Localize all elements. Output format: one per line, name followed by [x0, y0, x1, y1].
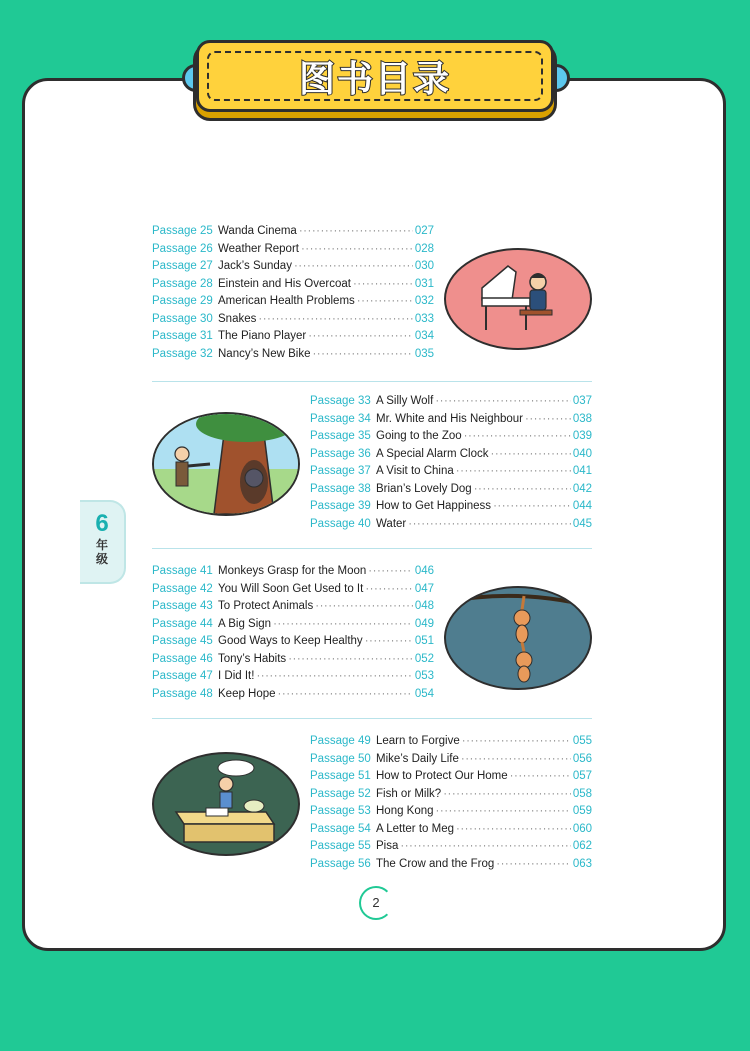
toc-entry[interactable]: [310, 767, 592, 785]
leader-dots: [278, 688, 413, 700]
toc-entry[interactable]: [152, 275, 434, 293]
passage-number: Passage 54: [310, 822, 371, 835]
toc-entry[interactable]: [152, 597, 434, 615]
toc-entry[interactable]: [152, 685, 434, 703]
passage-title: Wanda Cinema: [218, 225, 297, 237]
toc-entry[interactable]: [310, 392, 592, 410]
passage-title: Monkeys Grasp for the Moon: [218, 565, 367, 577]
passage-title: A Silly Wolf: [376, 395, 434, 407]
page-ref: 058: [572, 787, 592, 800]
passage-number: Passage 34: [310, 412, 371, 425]
passage-title: A Special Alarm Clock: [376, 447, 489, 460]
monkeys-illustration: [444, 586, 592, 690]
page-ref: 028: [414, 242, 434, 255]
page-ref: 046: [414, 565, 434, 577]
toc-entry[interactable]: [310, 462, 592, 480]
passage-title: A Letter to Meg: [376, 822, 454, 835]
leader-dots: [294, 260, 413, 272]
passage-title: Fish or Milk?: [376, 787, 442, 800]
passage-title: Going to the Zoo: [376, 430, 462, 442]
leader-dots: [408, 518, 571, 530]
passage-title: Mr. White and His Neighbour: [376, 412, 524, 425]
leader-dots: [256, 670, 412, 682]
grade-number: 6: [95, 510, 109, 537]
leader-dots: [474, 483, 571, 495]
title-banner-frame: [207, 51, 543, 101]
toc-section-4: [152, 732, 592, 882]
passage-title: American Health Problems: [218, 295, 355, 307]
toc-entry[interactable]: [310, 785, 592, 803]
title-banner: [196, 40, 554, 112]
toc-entry[interactable]: [310, 732, 592, 750]
toc-entry[interactable]: [310, 855, 592, 873]
passage-title: The Piano Player: [218, 330, 307, 342]
leader-dots: [273, 618, 413, 630]
passage-title: How to Get Happiness: [376, 500, 492, 512]
leader-dots: [357, 295, 413, 307]
leader-dots: [456, 465, 571, 477]
toc-entry[interactable]: [310, 445, 592, 463]
passage-number: Passage 50: [310, 752, 371, 765]
toc-entry[interactable]: [152, 345, 434, 363]
piano-icon: [446, 250, 590, 348]
passage-number: Passage 27: [152, 260, 213, 272]
passage-number: Passage 45: [152, 635, 213, 647]
passage-title: A Visit to China: [376, 465, 454, 477]
leader-dots: [510, 770, 571, 782]
passage-number: Passage 31: [152, 330, 213, 342]
passage-number: Passage 51: [310, 770, 371, 782]
passage-number: Passage 29: [152, 295, 213, 307]
toc-entry[interactable]: [152, 292, 434, 310]
monkey-icon: [446, 588, 590, 688]
passage-title: Good Ways to Keep Healthy: [218, 635, 363, 647]
passage-number: Passage 36: [310, 447, 371, 460]
page-ref: 060: [572, 822, 592, 835]
page-ref: 048: [414, 600, 434, 612]
page-ref: 057: [572, 770, 592, 782]
page-ref: 045: [572, 517, 592, 530]
toc-entry[interactable]: [310, 837, 592, 855]
passage-number: Passage 56: [310, 857, 371, 870]
grade-label: 年级: [95, 538, 108, 566]
piano-player-illustration: [444, 248, 592, 350]
page-ref: 037: [572, 395, 592, 407]
passage-title: Hong Kong: [376, 805, 434, 817]
leader-dots: [315, 600, 413, 612]
passage-title: Keep Hope: [218, 687, 276, 700]
leader-dots: [436, 805, 571, 817]
passage-number: Passage 43: [152, 600, 213, 612]
passage-title: Weather Report: [218, 242, 299, 255]
toc-entry[interactable]: [152, 222, 434, 240]
toc-entry[interactable]: [152, 562, 434, 580]
toc-entry[interactable]: [152, 615, 434, 633]
page-ref: 051: [414, 635, 434, 647]
passage-title: Pisa: [376, 840, 399, 852]
passage-title: Tony’s Habits: [218, 652, 287, 665]
toc-entry[interactable]: [152, 580, 434, 598]
passage-number: Passage 47: [152, 670, 213, 682]
passage-number: Passage 52: [310, 787, 371, 800]
leader-dots: [435, 395, 571, 407]
passage-number: Passage 37: [310, 465, 371, 477]
page-ref: 055: [572, 735, 592, 747]
passage-title: Water: [376, 517, 407, 530]
leader-dots: [353, 278, 413, 290]
leader-dots: [299, 225, 413, 237]
page-ref: 035: [414, 347, 434, 360]
leader-dots: [456, 823, 571, 835]
toc-entry[interactable]: [152, 257, 434, 275]
page-ref: 059: [572, 805, 592, 817]
passage-number: Passage 32: [152, 347, 213, 360]
toc-entry[interactable]: [310, 820, 592, 838]
passage-number: Passage 44: [152, 617, 213, 630]
leader-dots: [461, 753, 571, 765]
leader-dots: [365, 583, 412, 595]
toc-entry[interactable]: [152, 240, 434, 258]
leader-dots: [365, 635, 413, 647]
toc-entry[interactable]: [310, 750, 592, 768]
page-ref: 040: [572, 447, 592, 460]
passage-title: Brian’s Lovely Dog: [376, 482, 472, 495]
passage-title: A Big Sign: [218, 617, 272, 630]
grade-tab: [80, 500, 126, 584]
page-ref: 047: [414, 582, 434, 595]
page-number: 2: [359, 886, 393, 920]
toc-entry[interactable]: [310, 480, 592, 498]
toc-entry[interactable]: [310, 515, 592, 533]
page-ref: 062: [572, 840, 592, 852]
leader-dots: [400, 840, 570, 852]
passage-title: Einstein and His Overcoat: [218, 277, 351, 290]
leader-dots: [301, 243, 413, 255]
passage-number: Passage 55: [310, 840, 371, 852]
passage-number: Passage 42: [152, 582, 213, 595]
passage-number: Passage 30: [152, 312, 213, 325]
page-ref: 039: [572, 430, 592, 442]
passage-title: I Did It!: [218, 670, 255, 682]
passage-number: Passage 46: [152, 652, 213, 665]
page-ref: 052: [414, 652, 434, 665]
toc-entry[interactable]: [152, 650, 434, 668]
passage-title: To Protect Animals: [218, 600, 314, 612]
page-ref: 027: [414, 225, 434, 237]
page-ref: 056: [572, 752, 592, 765]
leader-dots: [491, 448, 571, 460]
toc-entry[interactable]: [152, 310, 434, 328]
passage-title: How to Protect Our Home: [376, 770, 508, 782]
page-ref: 041: [572, 465, 592, 477]
toc-entry[interactable]: [310, 427, 592, 445]
page-ref: 033: [414, 312, 434, 325]
page-ref: 044: [572, 500, 592, 512]
leader-dots: [288, 653, 413, 665]
section-divider: [152, 381, 592, 382]
passage-title: The Crow and the Frog: [376, 857, 495, 870]
passage-number: Passage 25: [152, 225, 213, 237]
page-ref: 053: [414, 670, 434, 682]
passage-number: Passage 33: [310, 395, 371, 407]
passage-number: Passage 28: [152, 277, 213, 290]
leader-dots: [443, 788, 571, 800]
passage-number: Passage 26: [152, 242, 213, 255]
leader-dots: [464, 430, 571, 442]
leader-dots: [312, 348, 412, 360]
passage-number: Passage 40: [310, 517, 371, 530]
page-ref: 063: [572, 857, 592, 870]
toc-entry[interactable]: [152, 667, 434, 685]
page-ref: 054: [414, 687, 434, 700]
toc-entry[interactable]: [310, 497, 592, 515]
page-ref: 049: [414, 617, 434, 630]
leader-dots: [308, 330, 413, 342]
page-ref: 031: [414, 277, 434, 290]
page-ref: 034: [414, 330, 434, 342]
page-ref: 032: [414, 295, 434, 307]
passage-title: Learn to Forgive: [376, 735, 460, 747]
passage-number: Passage 53: [310, 805, 371, 817]
passage-title: Snakes: [218, 312, 257, 325]
toc-section-2: [152, 392, 592, 542]
passage-number: Passage 35: [310, 430, 371, 442]
toc-entry[interactable]: [152, 327, 434, 345]
section-divider: [152, 548, 592, 549]
section-divider: [152, 718, 592, 719]
passage-title: Jack’s Sunday: [218, 260, 292, 272]
passage-number: Passage 49: [310, 735, 371, 747]
passage-title: Mike’s Daily Life: [376, 752, 459, 765]
leader-dots: [525, 413, 571, 425]
leader-dots: [462, 735, 571, 747]
passage-title: You Will Soon Get Used to It: [218, 582, 364, 595]
leader-dots: [496, 858, 571, 870]
leader-dots: [368, 565, 413, 577]
page-title: 图书目录: [298, 58, 451, 100]
leader-dots: [493, 500, 571, 512]
toc-entry[interactable]: [152, 632, 434, 650]
page-ref: 030: [414, 260, 434, 272]
leader-dots: [258, 313, 412, 325]
passage-number: Passage 39: [310, 500, 371, 512]
toc-entry[interactable]: [310, 802, 592, 820]
toc-entry[interactable]: [310, 410, 592, 428]
passage-number: Passage 48: [152, 687, 213, 700]
passage-number: Passage 38: [310, 482, 371, 495]
page-ref: 038: [572, 412, 592, 425]
passage-title: Nancy’s New Bike: [218, 347, 311, 360]
page-ref: 042: [572, 482, 592, 495]
passage-number: Passage 41: [152, 565, 213, 577]
